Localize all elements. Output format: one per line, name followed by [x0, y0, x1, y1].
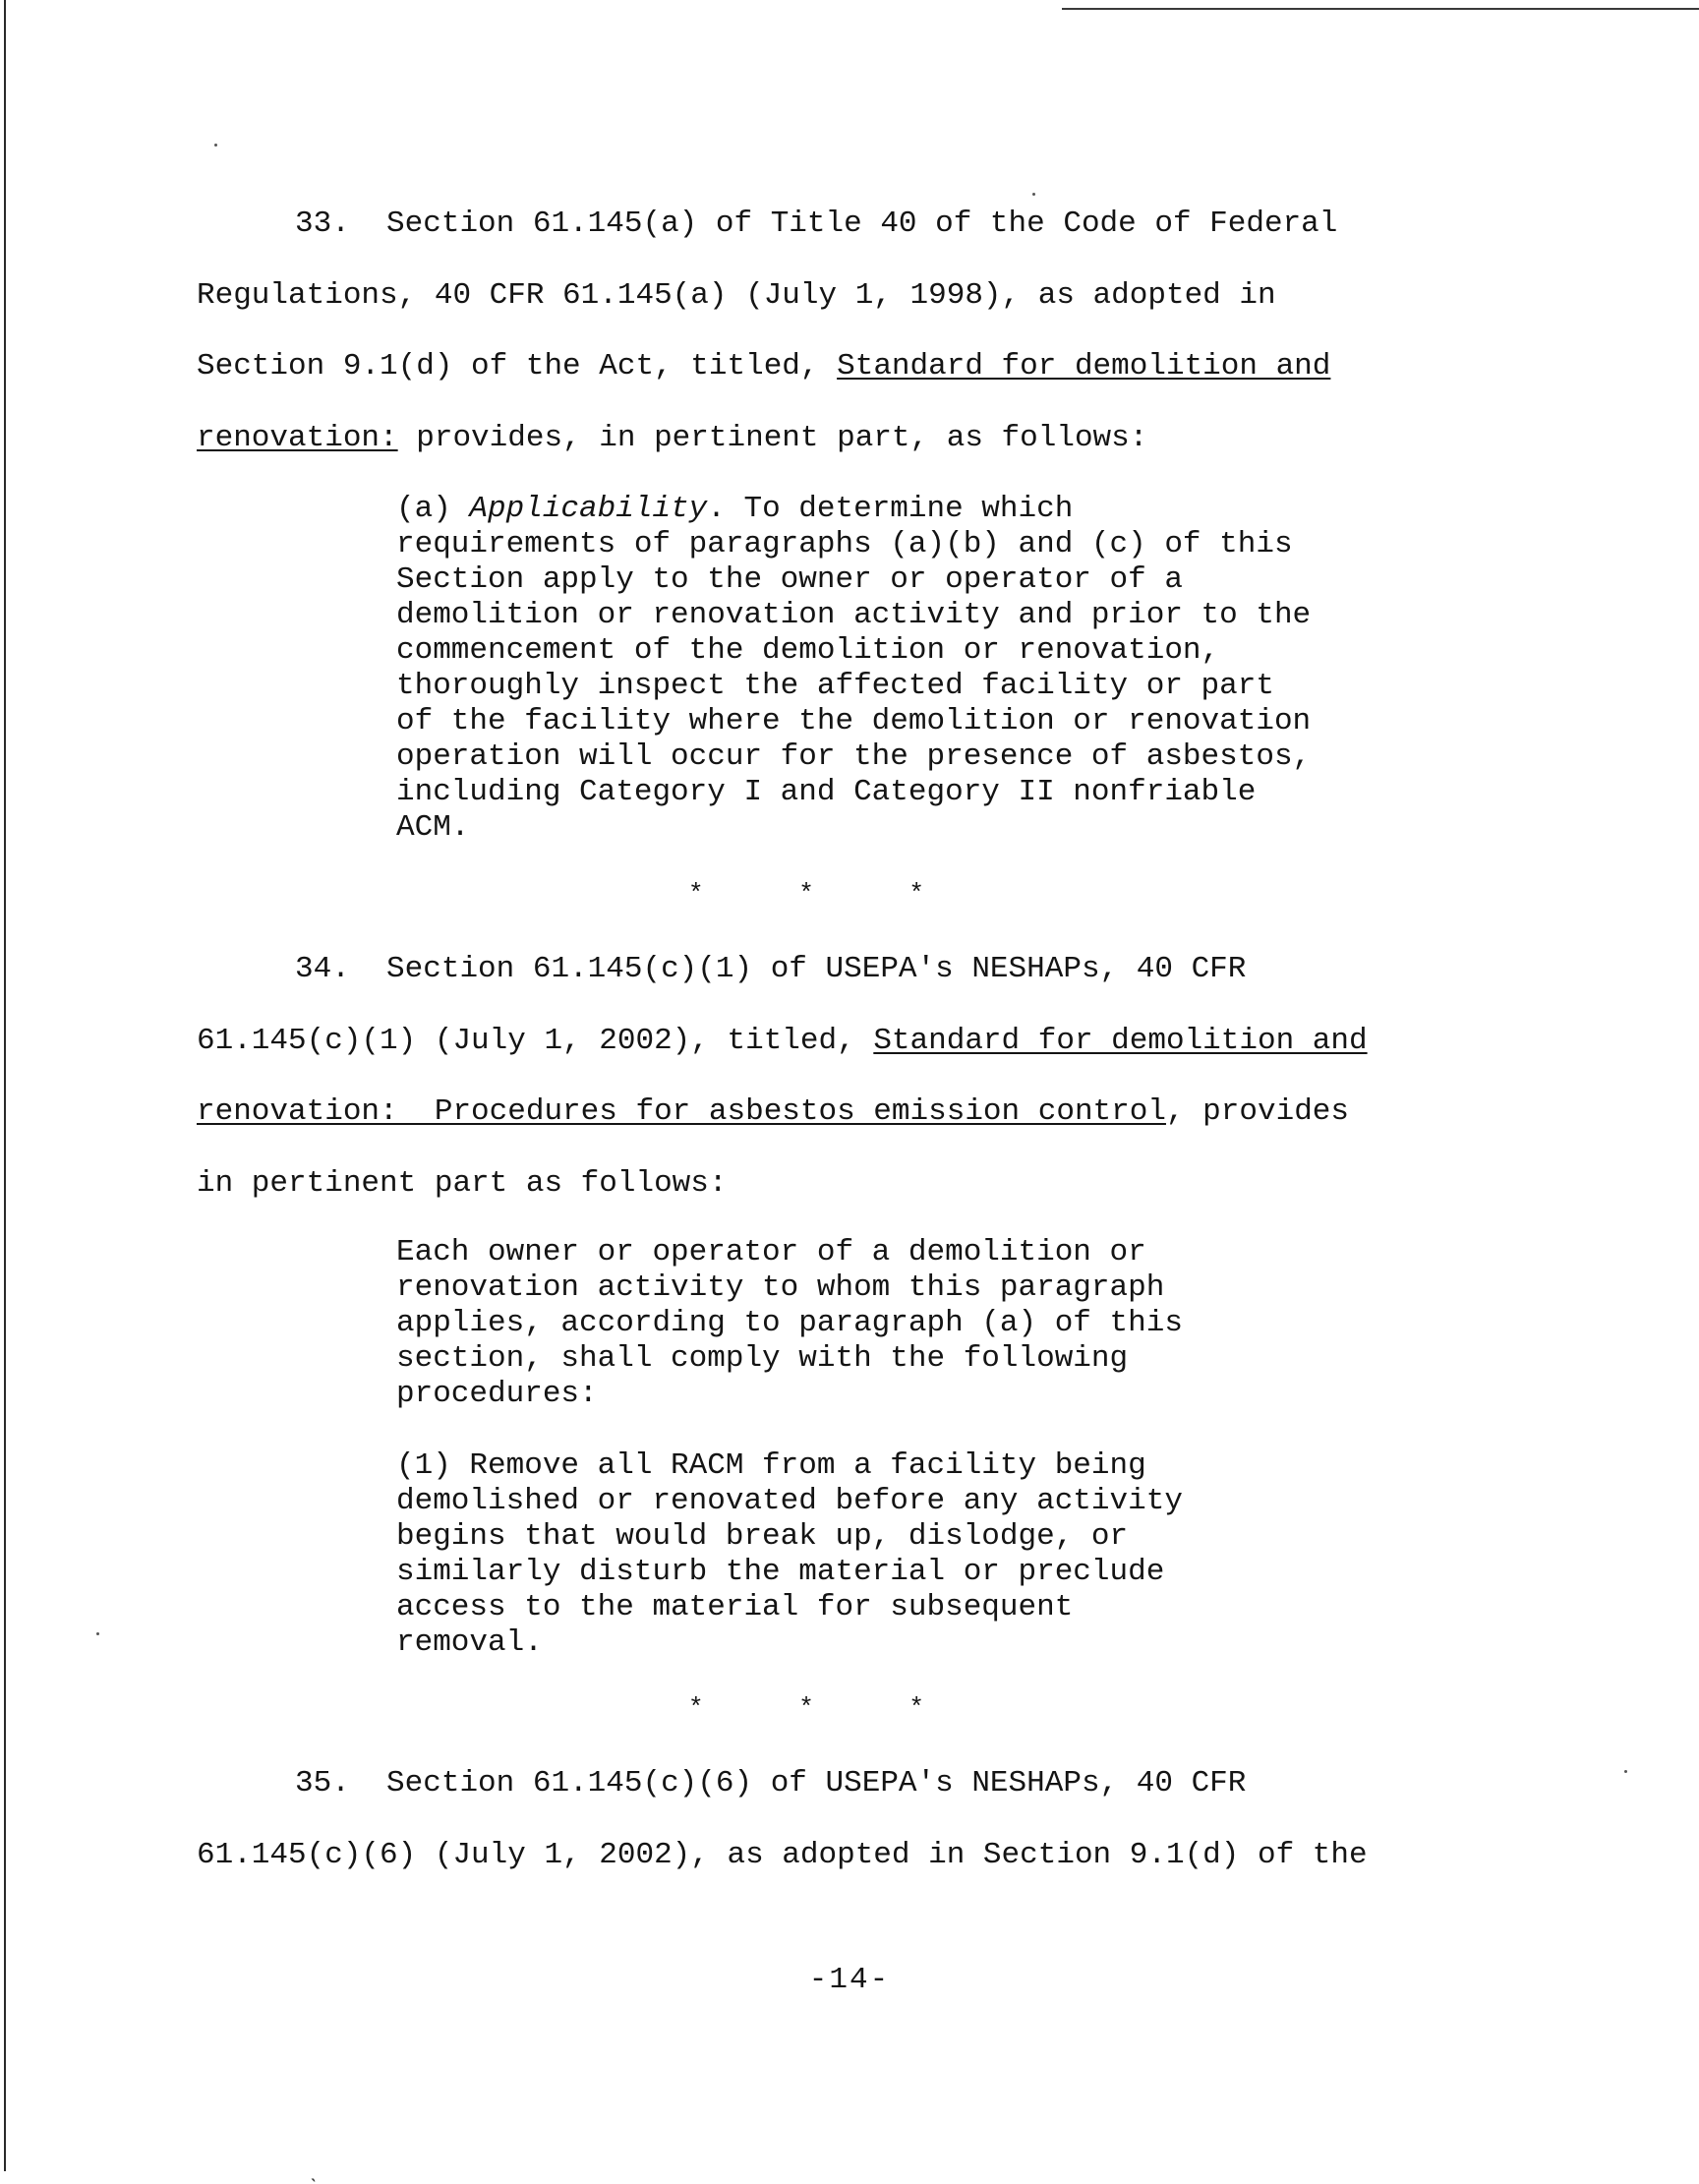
paragraph-34-line-1: 34. Section 61.145(c)(1) of USEPA's NESHAPs, 40 CFR [295, 952, 1247, 986]
star-icon: * [798, 879, 814, 909]
page-number: -14- [808, 1963, 891, 1997]
paragraph-number: 34. [295, 952, 350, 986]
scan-speck [1032, 193, 1035, 196]
block-quote-applicability: (a) Applicability. To determine which requirements of paragraphs (a)(b) and (c) of this Section apply to the owner or operator of a demolition or renovation activity and prior to the commencement of the demolition or renovation, thoroughly inspect the affected facility or part of the facility where the demolition or renovation operation will occur for the presence of asbestos, including Category I and Category II nonfriable ACM. [396, 492, 1312, 845]
section-separator [688, 1693, 924, 1723]
paragraph-35-line-2: 61.145(c)(6) (July 1, 2002), as adopted in Section 9.1(d) of the [197, 1838, 1368, 1872]
paragraph-34-line-2: 61.145(c)(1) (July 1, 2002), titled, Standard for demolition and [197, 1024, 1368, 1058]
regulation-title: Standard for demolition and [873, 1024, 1368, 1058]
paragraph-33-line-1: 33. Section 61.145(a) of Title 40 of the Code of Federal [295, 207, 1338, 241]
scan-edge-left [4, 0, 6, 2171]
paragraph-33-line-3: Section 9.1(d) of the Act, titled, Standard for demolition and [197, 349, 1331, 384]
paragraph-number: 33. [295, 207, 350, 241]
scan-speck [96, 1632, 99, 1635]
star-icon: * [908, 1693, 924, 1723]
scan-speck [1624, 1770, 1627, 1773]
paragraph-33-line-2: Regulations, 40 CFR 61.145(a) (July 1, 1998), as adopted in [197, 278, 1276, 313]
star-icon: * [798, 1693, 814, 1723]
paragraph-35-line-1: 35. Section 61.145(c)(6) of USEPA's NESHAPs, 40 CFR [295, 1766, 1247, 1800]
paragraph-34-line-3: renovation: Procedures for asbestos emission control, provides [197, 1094, 1349, 1129]
paragraph-33-line-4: renovation: provides, in pertinent part, as follows: [197, 421, 1148, 455]
scan-edge-top [1062, 8, 1699, 10]
scan-speck [214, 144, 217, 147]
block-quote-procedures: Each owner or operator of a demolition or renovation activity to whom this paragraph applies, according to paragraph (a) of this section, shall comply with the following procedures: [396, 1235, 1183, 1411]
regulation-title: renovation: Procedures for asbestos emission control [197, 1094, 1166, 1129]
regulation-title: Standard for demolition and [837, 349, 1331, 384]
star-icon: * [908, 879, 924, 909]
regulation-title: renovation: [197, 421, 398, 455]
paragraph-34-line-4: in pertinent part as follows: [197, 1166, 728, 1201]
section-separator [688, 879, 924, 909]
star-icon: * [688, 1693, 704, 1723]
star-icon: * [688, 879, 704, 909]
block-quote-remove-racm: (1) Remove all RACM from a facility being demolished or renovated before any activity begins that would break up, dislodge, or similarly disturb the material or preclude access to the material for subsequent removal. [396, 1448, 1183, 1660]
paragraph-number: 35. [295, 1766, 350, 1800]
scan-mark: ˎ [307, 2159, 321, 2184]
